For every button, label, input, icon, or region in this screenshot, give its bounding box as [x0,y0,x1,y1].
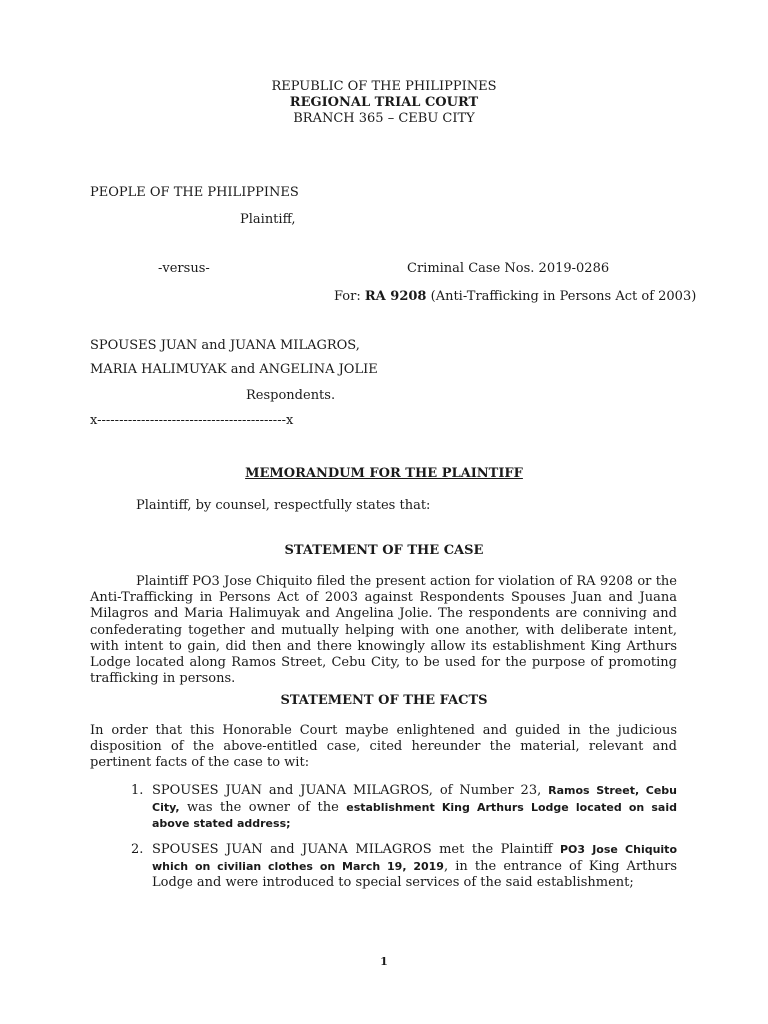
plaintiff-role: Plaintiff, [240,212,296,227]
fact-number: 1. [131,783,144,798]
versus-label: -versus- [158,261,210,276]
fact-text: , in the entrance of King Arthurs Lodge and were introduced to special services of the said establishment; [152,858,677,890]
fact-item [152,783,677,833]
header-republic: REPUBLIC OF THE PHILIPPINES [271,79,497,94]
statement-of-case-paragraph: Plaintiff PO3 Jose Chiquito filed the present action for violation of RA 9208 or the Anti-Trafficking in Persons Act of 2003 against Respondents Spouses Juan and Juana Milagros and Maria Halimuyak and Angelina Jolie. The respondents are conniving and confederating together and mutually helping with one another, with deliberate intent, with intent to gain, did then and there knowingly allow its establishment King Arthurs Lodge located along Ramos Street, Cebu City, to be used for the purpose of promoting trafficking in persons. [90,574,677,687]
fact-bold-text: establishment King Arthurs Lodge located on said above stated address; [152,800,677,830]
page-number: 1 [380,955,388,968]
statement-of-facts-heading: STATEMENT OF THE FACTS [280,693,488,708]
for-label: For: [334,289,361,304]
case-number: Criminal Case Nos. 2019-0286 [407,261,610,276]
fact-item [152,842,677,892]
case-for-line [334,289,696,305]
fact-text: SPOUSES JUAN and JUANA MILAGROS, of Number 23, [152,783,542,798]
document-title: MEMORANDUM FOR THE PLAINTIFF [245,466,523,481]
respondents-role: Respondents. [246,388,336,403]
fact-number: 2. [131,842,144,857]
respondents-line-2: MARIA HALIMUYAK and ANGELINA JOLIE [90,362,378,377]
fact-bold-text: Ramos Street, Cebu City, [152,784,677,814]
fact-bold-text: PO3 Jose Chiquito which on civilian clothes on March 19, 2019 [152,843,677,873]
caption-divider: x-------------------------------------------x [90,413,294,428]
for-law: RA 9208 [364,289,427,304]
facts-intro-paragraph: In order that this Honorable Court maybe enlightened and guided in the judicious disposition of the above-entitled case, cited hereunder the material, relevant and pertinent facts of the case to wit: [90,723,677,771]
respondents-line-1: SPOUSES JUAN and JUANA MILAGROS, [90,338,360,353]
fact-text: SPOUSES JUAN and JUANA MILAGROS met the Plaintiff [152,842,553,857]
intro-text: Plaintiff, by counsel, respectfully states that: [136,498,431,513]
fact-text: was the owner of the [187,799,339,815]
statement-of-case-heading: STATEMENT OF THE CASE [284,543,484,558]
header-court: REGIONAL TRIAL COURT [289,95,479,110]
header-branch: BRANCH 365 – CEBU CITY [293,111,475,126]
for-description: (Anti-Trafficking in Persons Act of 2003) [430,289,697,304]
plaintiff-name: PEOPLE OF THE PHILIPPINES [90,185,299,200]
